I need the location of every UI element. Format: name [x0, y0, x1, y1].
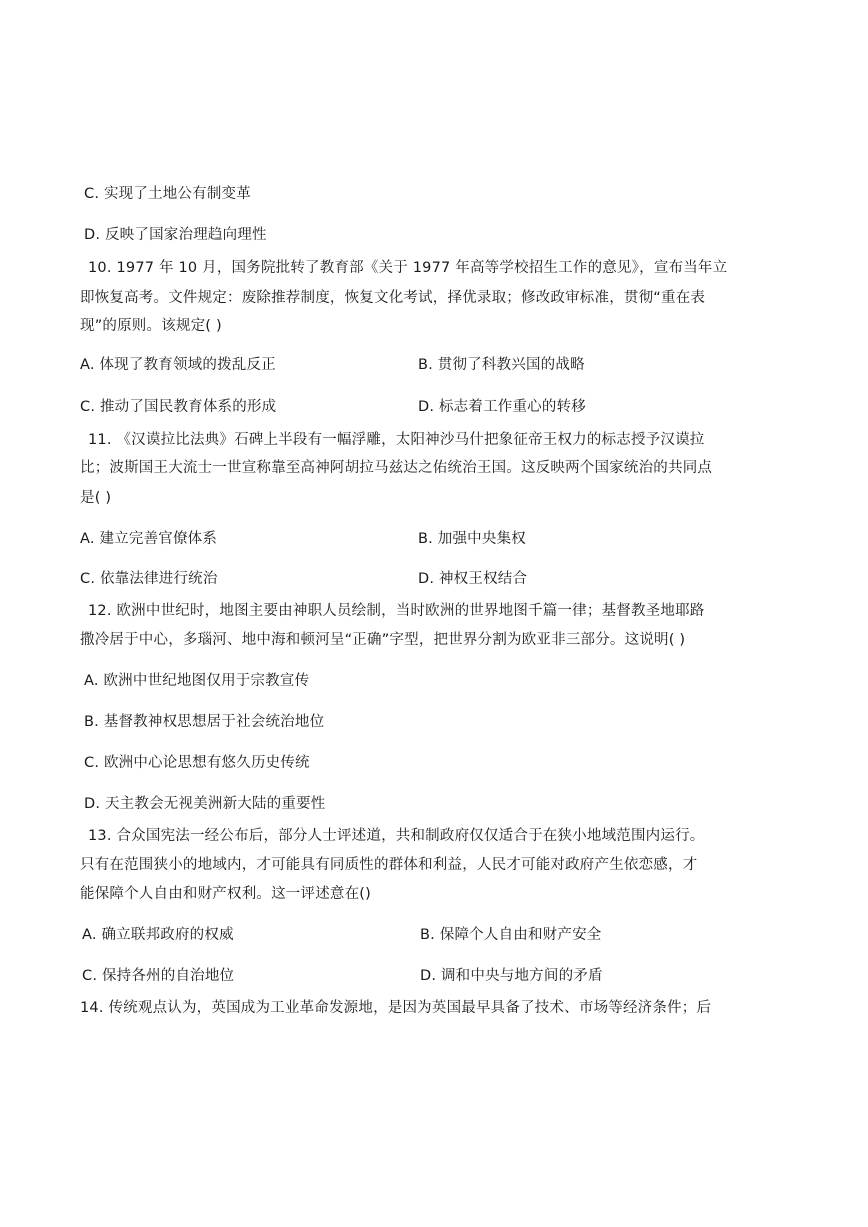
- q13-option-a: A. 确立联邦政府的权威: [82, 927, 234, 943]
- q11-option-d: D. 神权王权结合: [418, 571, 528, 587]
- q10-option-b: B. 贯彻了科教兴国的战略: [418, 357, 585, 373]
- q13-option-d: D. 调和中央与地方间的矛盾: [420, 968, 603, 984]
- q13-option-b: B. 保障个人自由和财产安全: [420, 927, 602, 943]
- q13-option-c: C. 保持各州的自治地位: [82, 968, 235, 984]
- q11-option-a: A. 建立完善官僚体系: [80, 531, 218, 547]
- q10-stem-line2: 即恢复高考。文件规定：废除推荐制度，恢复文化考试，择优录取；修改政审标准，贯彻“重在表: [80, 290, 706, 306]
- q12-stem-line1: 12. 欧洲中世纪时，地图主要由神职人员绘制，当时欧洲的世界地图千篇一律；基督教圣地耶路: [88, 603, 705, 619]
- q12-option-d: D. 天主教会无视美洲新大陆的重要性: [84, 796, 326, 812]
- q10-stem-line3: 现”的原则。该规定( ): [80, 318, 222, 334]
- q11-stem-line3: 是( ): [80, 490, 112, 506]
- q12-option-b: B. 基督教神权思想居于社会统治地位: [84, 714, 325, 730]
- q9-option-d: D. 反映了国家治理趋向理性: [84, 227, 267, 243]
- q9-option-c: C. 实现了土地公有制变革: [84, 186, 251, 202]
- q13-stem-line3: 能保障个人自由和财产权利。这一评述意在(): [80, 886, 372, 902]
- q12-stem-line2: 撒冷居于中心，多瑙河、地中海和顿河呈“正确”字型，把世界分割为欧亚非三部分。这说明( ): [80, 632, 686, 648]
- q11-option-c: C. 依靠法律进行统治: [80, 571, 218, 587]
- q13-stem-line2: 只有在范围狭小的地域内，才可能具有同质性的群体和利益，人民才可能对政府产生依恋感，才: [80, 857, 698, 873]
- q12-option-a: A. 欧洲中世纪地图仅用于宗教宣传: [84, 673, 310, 689]
- q14-stem-line1: 14. 传统观点认为，英国成为工业革命发源地，是因为英国最早具备了技术、市场等经济条件；后: [80, 1000, 712, 1016]
- q11-stem-line1: 11. 《汉谟拉比法典》石碑上半段有一幅浮雕，太阳神沙马什把象征帝王权力的标志授予汉谟拉: [88, 432, 705, 448]
- q11-option-b: B. 加强中央集权: [418, 531, 526, 547]
- q11-stem-line2: 比；波斯国王大流士一世宣称靠至高神阿胡拉马兹达之佑统治王国。这反映两个国家统治的共同点: [80, 460, 713, 476]
- q12-option-c: C. 欧洲中心论思想有悠久历史传统: [84, 755, 310, 771]
- q13-stem-line1: 13. 合众国宪法一经公布后，部分人士评述道，共和制政府仅仅适合于在狭小地域范围内运行。: [88, 828, 705, 844]
- q10-option-c: C. 推动了国民教育体系的形成: [80, 399, 277, 415]
- q10-stem-line1: 10. 1977 年 10 月，国务院批转了教育部《关于 1977 年高等学校招生工作的意见》，宣布当年立: [88, 260, 728, 276]
- q10-option-a: A. 体现了教育领域的拨乱反正: [80, 357, 276, 373]
- q10-option-d: D. 标志着工作重心的转移: [418, 399, 586, 415]
